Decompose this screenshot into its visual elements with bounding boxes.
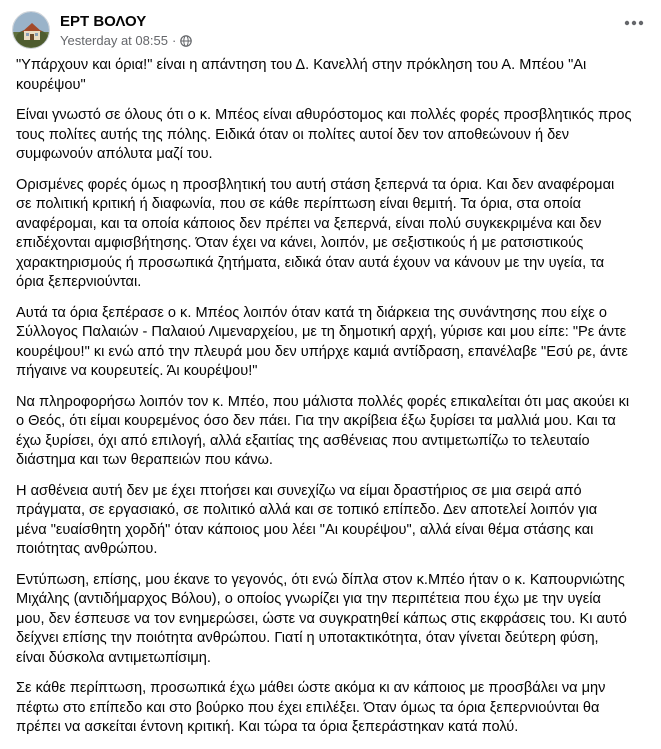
post-header [12, 8, 192, 52]
more-horizontal-icon[interactable] [623, 12, 645, 34]
post-paragraph: "Υπάρχουν και όρια!" είναι η απάντηση του Δ. Κανελλή στην πρόκληση του Α. Μπέου "Αι κουρέψου" [16, 57, 587, 93]
post-paragraph: Εντύπωση, επίσης, μου έκανε το γεγονός, ότι ενώ δίπλα στον κ.Μπέο ήταν ο κ. Καπουρνιώτης Μιχάλης (αντιδήμαρχος Βόλου), ο οποίος γνωρίζει για την περιπέτεια που έχω με την υγεία μου, δεν έσπευσε να τον ενημερώσει, ώστε να συγκρατηθεί κάπως στις εκφράσεις του. Κι αυτό δείχνει επίσης την ποιότητα ανθρώπου. Γιατί η υποτακτικότητα, όταν γίνεται δεύτερη φύση, είναι δύσκολα αντιμετωπίσιμη. [16, 571, 627, 666]
post-subline [60, 32, 192, 49]
post-paragraph: Αυτά τα όρια ξεπέρασε ο κ. Μπέος λοιπόν όταν κατά τη διάρκεια της συνάντησης που είχε ο Σύλλογος Παλαιών - Παλαιού Λιμεναρχείου, με τη δημοτική αρχή, γύρισε και μου είπε: "Ρε άντε κουρέψου!" κι ενώ από την πλευρά μου δεν υπήρχε καμιά αντίδραση, επανέλαβε "Εσύ ρε, άντε πήγαινε να κουρευτείς. Άι κουρέψου!" [16, 304, 628, 379]
post-paragraph: Ορισμένες φορές όμως η προσβλητική του αυτή στάση ξεπερνά τα όρια. Και δεν αναφέρομαι σε πολιτική κριτική ή διαφωνία, που σε κάθε περίπτωση είναι θεμιτή. Τα όρια, στα οποία αναφέρομαι, και τα οποία κάποιος δεν πρέπει να ξεπερνά, είναι πολύ συγκεκριμένα και δεν επιδέχονται αμφισβήτησης. Όταν έχει να κάνει, λοιπόν, με σεξιστικούς ή με ρατσιστικούς χαρακτηρισμούς ή προσωπικά ζητήματα, ειδικά όταν αυτά έχουν να κάνουν με την υγεία, τα όρια ξεπερνιούνται. [16, 176, 615, 290]
post-paragraph: Σε κάθε περίπτωση, προσωπικά έχω μάθει ώστε ακόμα κι αν κάποιος με προσβάλει να μην πέφτω στο επίπεδο και στο βούρκο που έχει επιλέξει. Όταν όμως τα όρια ξεπερνιούνται θα πρέπει να ασκείται έντονη κριτική. Και τώρα τα όρια ξεπεράστηκαν κατά πολύ. [16, 680, 606, 735]
globe-icon[interactable] [180, 34, 192, 46]
page-name[interactable]: ΕΡΤ ΒΟΛΟΥ [60, 12, 147, 30]
post-paragraph: Η ασθένεια αυτή δεν με έχει πτοήσει και συνεχίζω να είμαι δραστήριος σε μια σειρά από πράγματα, σε εργασιακό, σε πολιτικό αλλά και σε τοπικό επίπεδο. Δεν αποτελεί λοιπόν για μένα "ευαίσθητη χορδή" όταν κάποιος μου λέει "Αι κουρέψου", αλλά είναι θέμα στάσης και ποιότητας ανθρώπου. [16, 482, 598, 557]
post-meta [60, 12, 192, 49]
page-avatar[interactable] [12, 11, 50, 49]
separator-dot: · [171, 32, 177, 48]
post-paragraph: Να πληροφορήσω λοιπόν τον κ. Μπέο, που μάλιστα πολλές φορές επικαλείται ότι μας ακούει κι ο Θεός, ότι είμαι κουρεμένος όσο δεν πάει. Για την ακρίβεια έξω ξυρίσει τα μαλλιά μου. Και τα έχω ξυρίσει, όχι από επιλογή, αλλά εξαιτίας της ασθένειας που αντιμετωπίζω το τελευταίο διάστημα και των θεραπειών που κάνω. [16, 393, 630, 468]
avatar-image [13, 12, 50, 49]
post-body [16, 56, 650, 749]
post-timestamp[interactable]: Yesterday at 08:55 [60, 32, 168, 48]
post-paragraph: Είναι γνωστό σε όλους ότι ο κ. Μπέος είναι αθυρόστομος και πολλές φορές προσβλητικός προς τους πολίτες αυτής της πόλης. Ειδικά όταν οι πολίτες αυτοί δεν τον αποθεώνουν ή δεν συμφωνούν απόλυτα μαζί του. [16, 107, 632, 162]
